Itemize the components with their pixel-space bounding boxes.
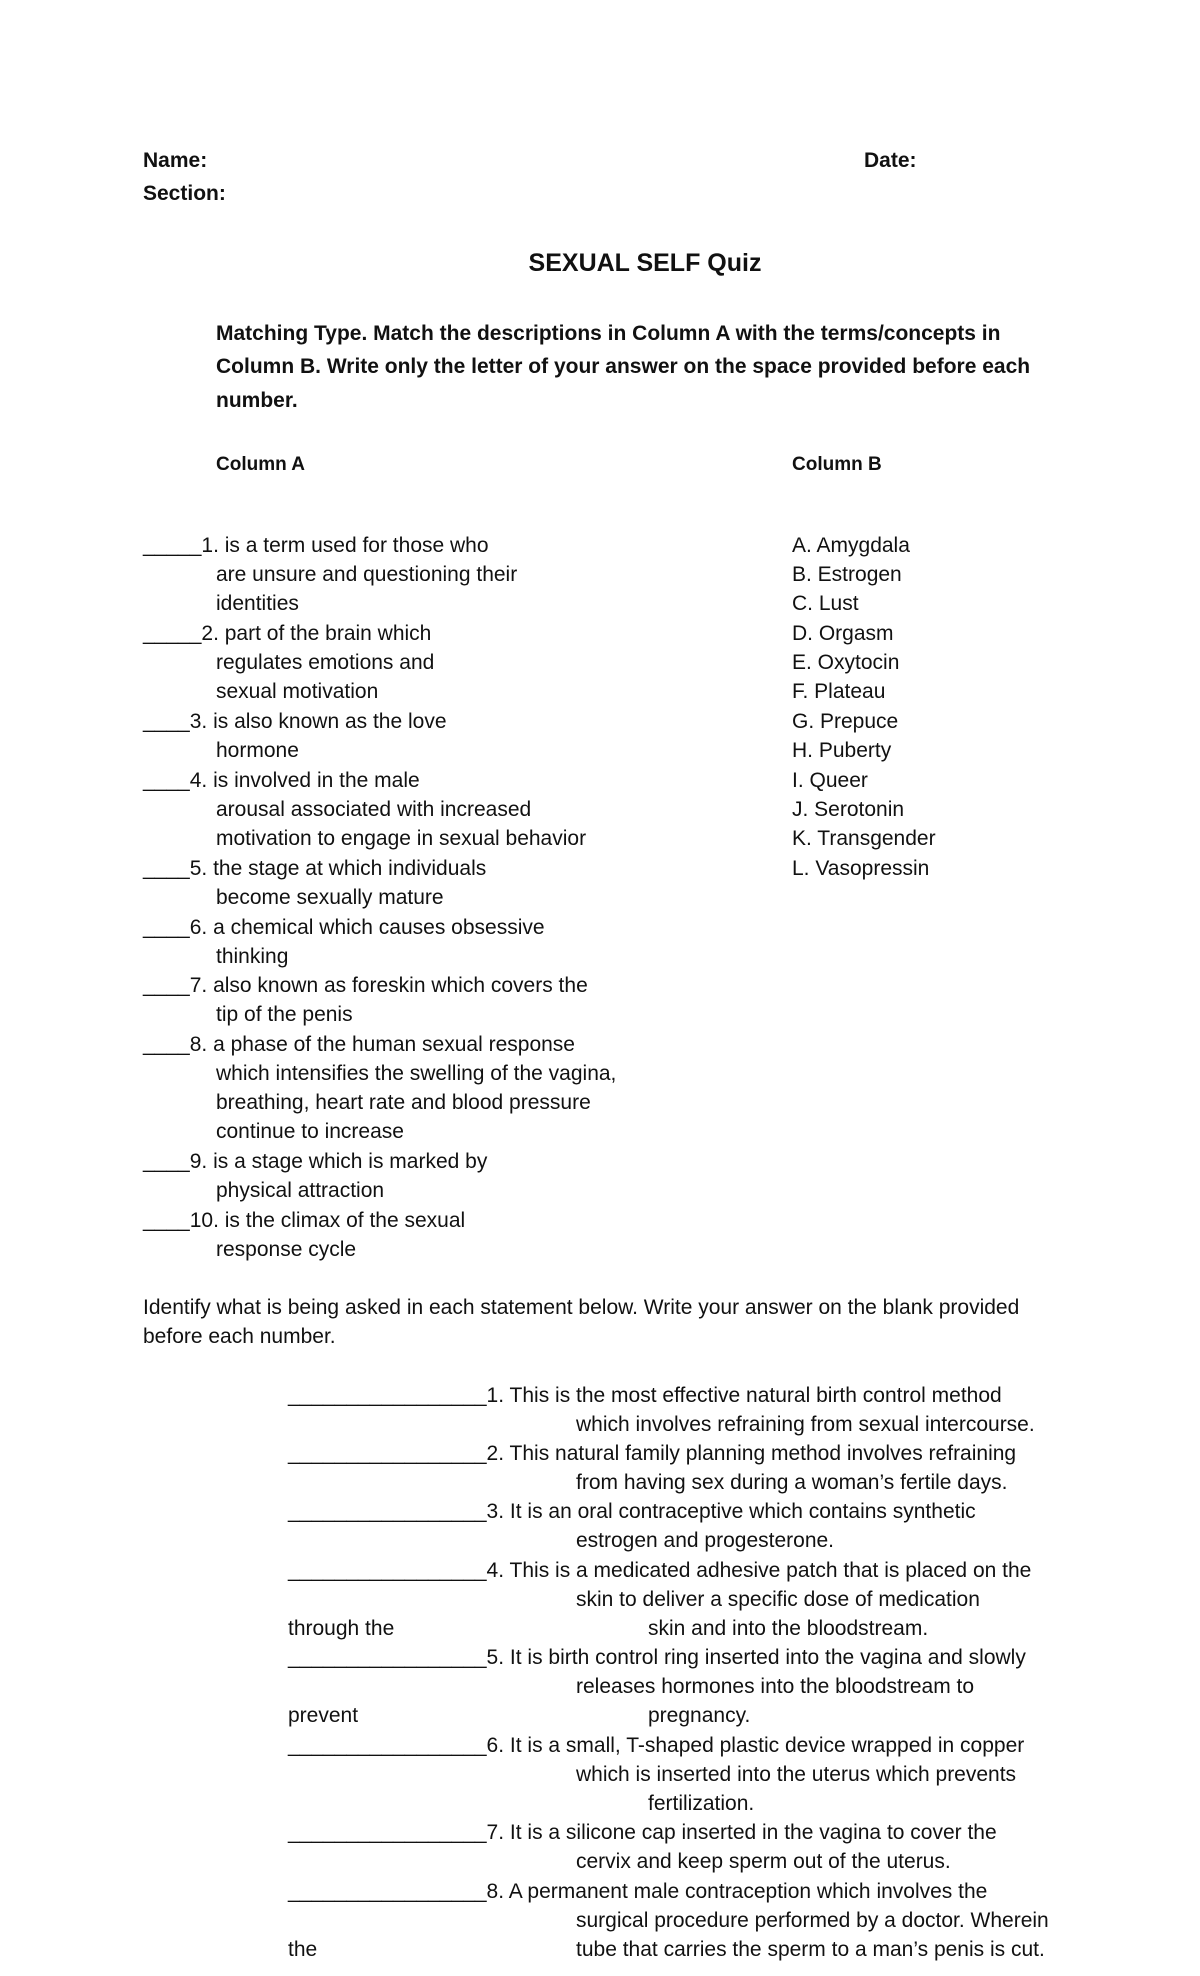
identification-item-continued: skin and into the bloodstream. [648, 1617, 929, 1640]
matching-item-continued: hormone [216, 739, 299, 762]
matching-item: _____1. is a term used for those who [143, 534, 489, 557]
choice-item: K. Transgender [792, 827, 936, 850]
matching-item-continued: become sexually mature [216, 886, 444, 909]
matching-instructions-line: number. [216, 389, 298, 412]
matching-item-continued: response cycle [216, 1238, 357, 1261]
matching-instructions-line: Matching Type. Match the descriptions in Column A with the terms/concepts in [216, 322, 1001, 345]
matching-instructions-line: Column B. Write only the letter of your answer on the space provided before each [216, 355, 1031, 378]
choice-item: B. Estrogen [792, 563, 902, 586]
identification-item-continued: pregnancy. [648, 1704, 751, 1727]
identification-item-continued: surgical procedure performed by a doctor. Wherein [576, 1909, 1049, 1932]
choice-item: J. Serotonin [792, 798, 905, 821]
identification-item-continued: which is inserted into the uterus which prevents [576, 1763, 1017, 1786]
identification-item-continued: cervix and keep sperm out of the uterus. [576, 1850, 951, 1873]
matching-item: ____9. is a stage which is marked by [143, 1150, 488, 1173]
identification-item: _________________4. This is a medicated adhesive patch that is placed on the [288, 1559, 1032, 1582]
choice-item: L. Vasopressin [792, 857, 930, 880]
matching-item: ____5. the stage at which individuals [143, 857, 487, 880]
column-b-header: Column B [792, 454, 882, 475]
identification-item: _________________5. It is birth control ring inserted into the vagina and slowly [288, 1646, 1026, 1669]
matching-item-continued: arousal associated with increased [216, 798, 532, 821]
column-a-header: Column A [216, 454, 306, 475]
identification-item-left-fragment: the [288, 1938, 318, 1961]
section-label: Section: [143, 182, 226, 205]
identification-item: _________________7. It is a silicone cap inserted in the vagina to cover the [288, 1821, 997, 1844]
identification-item-continued: skin to deliver a specific dose of medication [576, 1588, 980, 1611]
matching-item: ____4. is involved in the male [143, 769, 420, 792]
matching-item-continued: motivation to engage in sexual behavior [216, 827, 587, 850]
matching-item-continued: continue to increase [216, 1120, 404, 1143]
identification-item: _________________1. This is the most effective natural birth control method [288, 1384, 1002, 1407]
matching-item-continued: regulates emotions and [216, 651, 435, 674]
matching-item: ____10. is the climax of the sexual [143, 1209, 466, 1232]
matching-item-continued: are unsure and questioning their [216, 563, 518, 586]
choice-item: E. Oxytocin [792, 651, 900, 674]
date-label: Date: [864, 149, 917, 172]
matching-item: _____2. part of the brain which [143, 622, 432, 645]
page-title: SEXUAL SELF Quiz [528, 249, 762, 277]
identification-item-continued: fertilization. [648, 1792, 755, 1815]
identification-item: _________________3. It is an oral contraceptive which contains synthetic [288, 1500, 976, 1523]
identification-item-left-fragment: through the [288, 1617, 395, 1640]
identification-item: _________________8. A permanent male contraception which involves the [288, 1880, 988, 1903]
matching-item-continued: identities [216, 592, 299, 615]
identification-item: _________________2. This natural family planning method involves refraining [288, 1442, 1017, 1465]
identification-item-continued: from having sex during a woman’s fertile days. [576, 1471, 1008, 1494]
matching-item-continued: tip of the penis [216, 1003, 353, 1026]
matching-item: ____3. is also known as the love [143, 710, 447, 733]
identification-item-continued: tube that carries the sperm to a man’s penis is cut. [576, 1938, 1045, 1961]
matching-item-continued: physical attraction [216, 1179, 385, 1202]
matching-item: ____6. a chemical which causes obsessive [143, 916, 545, 939]
choice-item: I. Queer [792, 769, 868, 792]
identification-item: _________________6. It is a small, T-shaped plastic device wrapped in copper [288, 1734, 1025, 1757]
choice-item: H. Puberty [792, 739, 892, 762]
choice-item: A. Amygdala [792, 534, 910, 557]
identification-instructions-line: Identify what is being asked in each statement below. Write your answer on the blank provided [143, 1296, 1020, 1319]
identification-item-left-fragment: prevent [288, 1704, 359, 1727]
name-label: Name: [143, 149, 208, 172]
matching-item-continued: breathing, heart rate and blood pressure [216, 1091, 591, 1114]
matching-item-continued: thinking [216, 945, 289, 968]
choice-item: G. Prepuce [792, 710, 899, 733]
matching-item: ____8. a phase of the human sexual response [143, 1033, 575, 1056]
identification-item-continued: which involves refraining from sexual intercourse. [576, 1413, 1035, 1436]
choice-item: D. Orgasm [792, 622, 894, 645]
identification-item-continued: estrogen and progesterone. [576, 1529, 835, 1552]
matching-item-continued: sexual motivation [216, 680, 379, 703]
matching-item: ____7. also known as foreskin which covers the [143, 974, 588, 997]
choice-item: C. Lust [792, 592, 859, 615]
identification-instructions-line: before each number. [143, 1325, 336, 1348]
matching-item-continued: which intensifies the swelling of the vagina, [216, 1062, 617, 1085]
identification-item-continued: releases hormones into the bloodstream to [576, 1675, 975, 1698]
choice-item: F. Plateau [792, 680, 886, 703]
